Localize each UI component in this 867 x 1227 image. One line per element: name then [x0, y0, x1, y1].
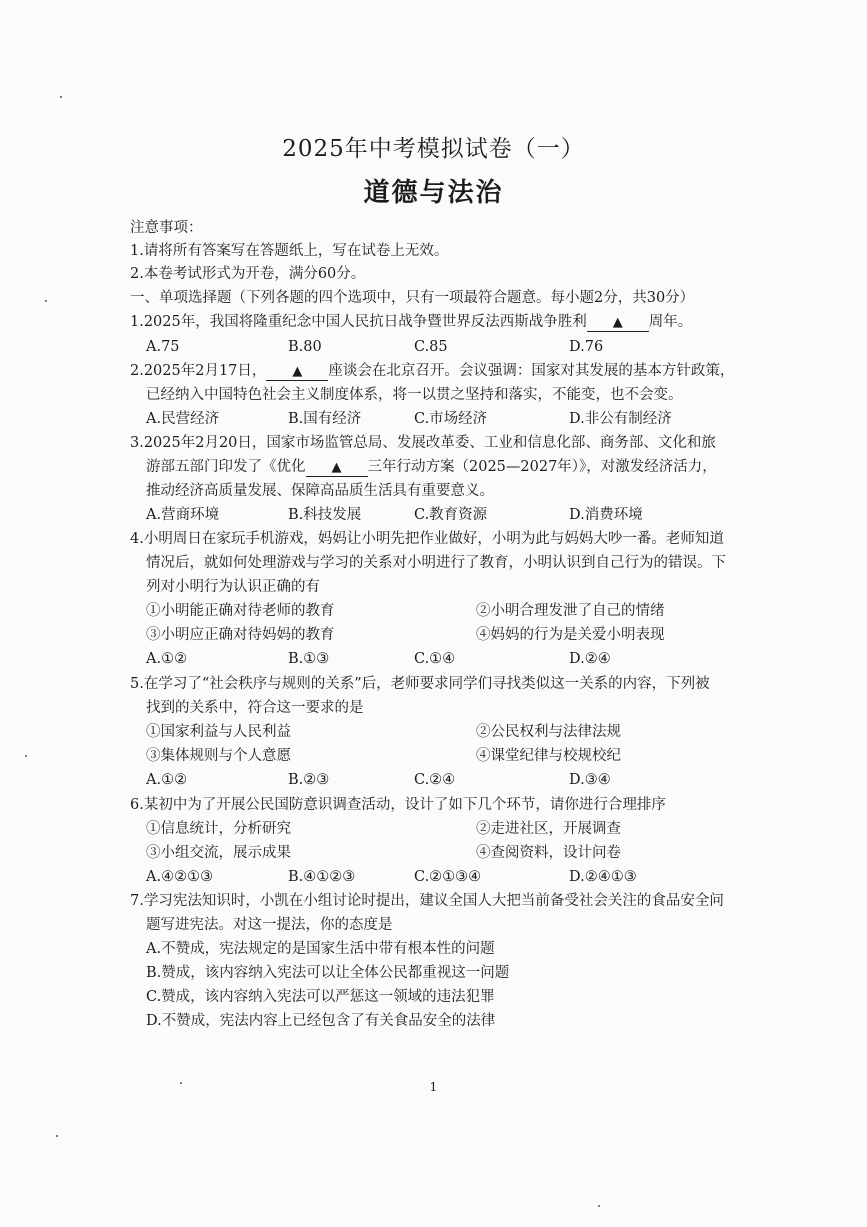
- section-heading: 一、单项选择题（下列各题的四个选项中，只有一项最符合题意。每小题2分，共30分）: [130, 290, 695, 306]
- answer-blank: [587, 314, 649, 332]
- question-2: [130, 361, 734, 381]
- question-text: 1.2025年，我国将隆重纪念中国人民抗日战争暨世界反法西斯战争胜利: [130, 314, 587, 330]
- question-text: 找到的关系中，符合这一要求的是: [146, 700, 364, 716]
- option-d: D.消费环境: [569, 507, 643, 523]
- option-b: B.科技发展: [288, 507, 362, 523]
- triangle-mark: ▲: [612, 315, 623, 330]
- choice-c: C.赞成，该内容纳入宪法可以严惩这一领域的违法犯罪: [146, 989, 495, 1005]
- option-b: B.④①②③: [288, 869, 356, 885]
- option-d: D.②④: [569, 651, 611, 667]
- question-text: 已经纳入中国特色社会主义制度体系，将一以贯之坚持和落实，不能变，也不会变。: [146, 387, 683, 403]
- question-text: 题写进宪法。对这一提法，你的态度是: [146, 917, 393, 933]
- question-7: 7.学习宪法知识时，小凯在小组讨论时提出，建议全国人大把当前备受社会关注的食品安全问: [130, 893, 724, 909]
- option-a: A.④②①③: [146, 869, 214, 885]
- option-c: C.市场经济: [414, 411, 488, 427]
- statement: ④妈妈的行为是关爱小明表现: [476, 627, 665, 643]
- statement: ②小明合理发泄了自己的情绪: [476, 603, 665, 619]
- choice-d: D.不赞成，宪法内容上已经包含了有关食品安全的法律: [146, 1013, 496, 1029]
- option-b: B.②③: [288, 772, 330, 788]
- statement: ①信息统计，分析研究: [146, 821, 291, 837]
- option-b: B.国有经济: [288, 411, 362, 427]
- statement: ③小明应正确对待妈妈的教育: [146, 627, 335, 643]
- question-text: 推动经济高质量发展、保障高品质生活具有重要意义。: [146, 483, 494, 499]
- question-text: 座谈会在北京召开。会议强调：国家对其发展的基本方针政策，: [328, 363, 735, 379]
- question-5: 5.在学习了“社会秩序与规则的关系”后，老师要求同学们寻找类似这一关系的内容，下列被: [130, 676, 710, 692]
- scan-speck: [25, 755, 27, 757]
- question-6: 6.某初中为了开展公民国防意识调查活动，设计了如下几个环节，请你进行合理排序: [130, 797, 666, 813]
- option-c: C.①④: [414, 651, 456, 667]
- option-d: D.非公有制经济: [569, 411, 672, 427]
- note-item: 1.请将所有答案写在答题纸上，写在试卷上无效。: [130, 243, 449, 259]
- statement: ①国家利益与人民利益: [146, 724, 291, 740]
- page-number: 1: [429, 1080, 438, 1094]
- option-c: C.85: [414, 339, 448, 355]
- triangle-mark: ▲: [331, 460, 342, 475]
- option-a: A.营商环境: [146, 507, 220, 523]
- option-b: B.80: [288, 339, 322, 355]
- notes-heading: 注意事项：: [130, 220, 203, 236]
- question-3: 3.2025年2月20日，国家市场监管总局、发展改革委、工业和信息化部、商务部、文化和旅: [130, 435, 716, 451]
- option-d: D.③④: [569, 772, 611, 788]
- statement: ①小明能正确对待老师的教育: [146, 603, 335, 619]
- scan-speck: [180, 1082, 182, 1084]
- note-item: 2.本卷考试形式为开卷，满分60分。: [130, 266, 366, 282]
- option-b: B.①③: [288, 651, 330, 667]
- question-text: 2.2025年2月17日，: [130, 363, 267, 379]
- scan-speck: [598, 1205, 600, 1207]
- question-text: 情况后，就如何处理游戏与学习的关系对小明进行了教育，小明认识到自己行为的错误。下: [146, 555, 726, 571]
- scan-speck: [60, 96, 62, 98]
- option-d: D.②④①③: [569, 869, 637, 885]
- option-c: C.②④: [414, 772, 456, 788]
- statement: ②走进社区，开展调查: [476, 821, 621, 837]
- choice-b: B.赞成，该内容纳入宪法可以让全体公民都重视这一问题: [146, 965, 510, 981]
- option-c: C.教育资源: [414, 507, 488, 523]
- question-text: [146, 457, 717, 477]
- question-1: [130, 312, 692, 332]
- question-text: 列对小明行为认识正确的有: [146, 579, 320, 595]
- statement: ④查阅资料，设计问卷: [476, 845, 621, 861]
- option-a: A.75: [146, 339, 180, 355]
- question-text: 游部五部门印发了《优化: [146, 459, 306, 475]
- option-c: C.②①③④: [414, 869, 482, 885]
- option-a: A.民营经济: [146, 411, 220, 427]
- option-a: A.①②: [146, 651, 188, 667]
- option-a: A.①②: [146, 772, 188, 788]
- triangle-mark: ▲: [292, 364, 303, 379]
- question-text: 周年。: [648, 314, 693, 330]
- scan-speck: [56, 1135, 58, 1137]
- statement: ③集体规则与个人意愿: [146, 748, 291, 764]
- answer-blank: [266, 363, 328, 381]
- choice-a: A.不赞成，宪法规定的是国家生活中带有根本性的问题: [146, 941, 495, 957]
- statement: ③小组交流，展示成果: [146, 845, 291, 861]
- subject-title: 道德与法治: [363, 178, 504, 208]
- question-text: 三年行动方案（2025—2027年）》，对激发经济活力，: [367, 459, 717, 475]
- answer-blank: [306, 459, 368, 477]
- scan-speck: [45, 300, 47, 302]
- option-d: D.76: [569, 339, 604, 355]
- statement: ④课堂纪律与校规校纪: [476, 748, 621, 764]
- question-4: 4.小明周日在家玩手机游戏，妈妈让小明先把作业做好，小明为此与妈妈大吵一番。老师知道: [130, 531, 724, 547]
- statement: ②公民权利与法律法规: [476, 724, 621, 740]
- exam-title: 2025年中考模拟试卷（一）: [282, 136, 585, 162]
